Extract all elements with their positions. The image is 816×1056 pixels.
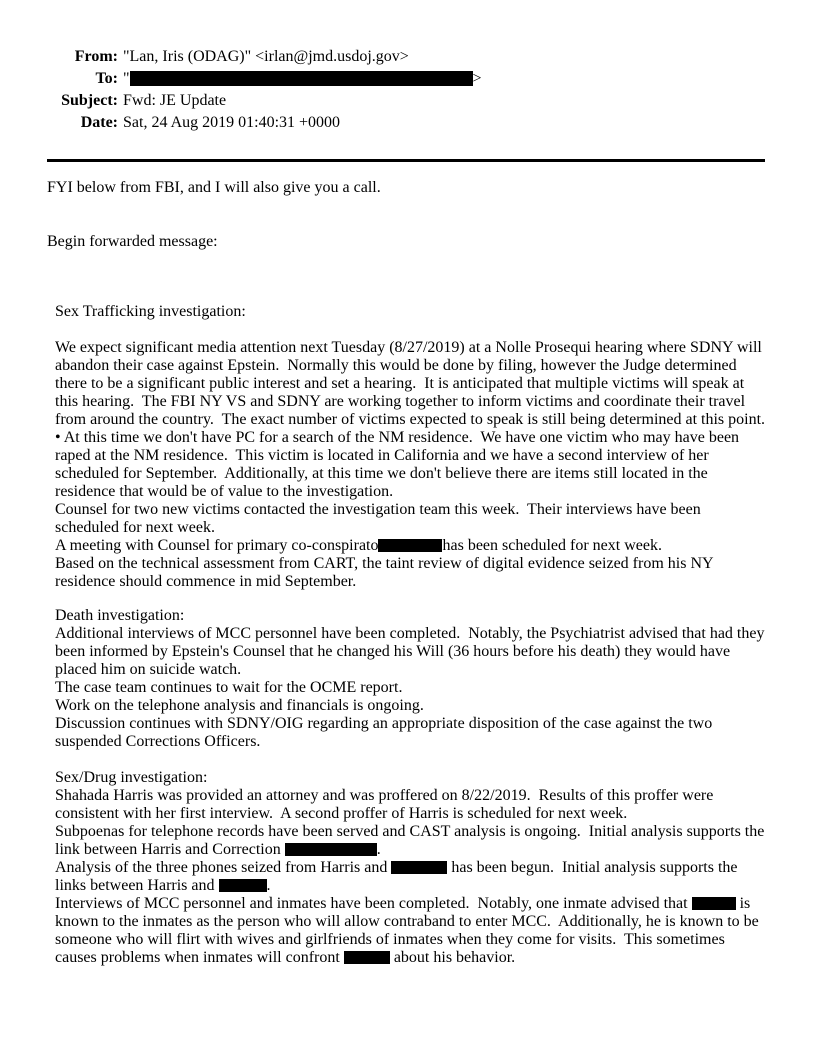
forwarded-content: [55, 303, 768, 967]
email-header: [47, 46, 768, 134]
text-segment: A meeting with Counsel for primary co-conspirato: [55, 537, 379, 554]
redaction-bar: [130, 71, 473, 86]
redaction-bar: [344, 951, 390, 964]
header-row-subject: [47, 90, 768, 112]
header-row-from: [47, 46, 768, 68]
paragraph-phones-analysis: [55, 859, 768, 895]
paragraph-harris-proffer: Shahada Harris was provided an attorney and was proffered on 8/22/2019. Results of this proffer were consistent with her first interview. A second proffer of Harris is scheduled for next week.: [55, 787, 718, 822]
text-segment: about his behavior.: [389, 949, 516, 966]
header-row-to: [47, 68, 768, 90]
paragraph-subpoenas-cast: [55, 823, 768, 859]
paragraph-sdny-oig-discussion: Discussion continues with SDNY/OIG regarding an appropriate disposition of the case against the two suspended Corrections Officers.: [55, 715, 717, 750]
paragraph-inmate-interviews: [55, 895, 768, 967]
subject-label: Subject:: [61, 92, 118, 109]
from-value: "Lan, Iris (ODAG)" <irlan@jmd.usdoj.gov>: [123, 48, 409, 65]
text-segment: Interviews of MCC personnel and inmates have been completed. Notably, one inmate advised that: [55, 895, 692, 912]
forwarded-message-notice: Begin forwarded message:: [47, 233, 218, 250]
header-row-date: [47, 112, 768, 134]
header-divider: [47, 159, 765, 162]
date-value: Sat, 24 Aug 2019 01:40:31 +0000: [123, 114, 341, 131]
subject-value: Fwd: JE Update: [123, 92, 227, 109]
section-heading-sex-drug: Sex/Drug investigation:: [55, 769, 208, 786]
email-body: [47, 179, 768, 967]
text-segment: is known to the inmates as the person who will allow contraband to enter MCC. Additionally, he is known to be someone who will flirt with wives and girlfriends of inmates when they come for visits. This sometimes causes problems when inmates will confront: [55, 895, 763, 966]
redaction-bar: [391, 861, 447, 874]
redaction-bar: [219, 879, 267, 892]
text-segment: Analysis of the three phones seized from Harris and: [55, 859, 392, 876]
redaction-bar: [378, 539, 442, 552]
to-close-bracket: >: [472, 70, 482, 87]
to-open-quote: ": [123, 70, 130, 87]
paragraph-media-attention: We expect significant media attention next Tuesday (8/27/2019) at a Nolle Prosequi hearing where SDNY will abandon their case against Epstein. Normally this would be done by filing, however the Judge determined there to be a significant public interest and set a hearing. It is anticipated that multiple victims will speak at this hearing. The FBI NY VS and SDNY are working together to inform victims and coordinate their travel from around the country. The exact number of victims expected to speak is still being determined at this point.: [55, 339, 766, 428]
redaction-bar: [692, 897, 736, 910]
intro-line: FYI below from FBI, and I will also give you a call.: [47, 179, 381, 196]
text-segment: .: [376, 841, 381, 858]
date-label: Date:: [80, 114, 118, 131]
paragraph-mcc-personnel-interviews: Additional interviews of MCC personnel have been completed. Notably, the Psychiatrist advised that had they been informed by Epstein's Counsel that he changed his Will (36 hours before his death) they would have placed him on suicide watch.: [55, 625, 769, 678]
paragraph-co-conspirator-meeting: [55, 537, 768, 555]
text-segment: has been begun. Initial analysis supports the links between Harris and: [55, 859, 742, 894]
text-segment: Subpoenas for telephone records have been served and CAST analysis is ongoing. Initial analysis supports the link between Harris and Correction: [55, 823, 769, 858]
paragraph-new-victims-counsel: Counsel for two new victims contacted the investigation team this week. Their interviews have been scheduled for next week.: [55, 501, 705, 536]
text-segment: .: [266, 877, 271, 894]
section-heading-sex-trafficking: Sex Trafficking investigation:: [55, 303, 246, 320]
paragraph-telephone-financials: Work on the telephone analysis and financials is ongoing.: [55, 697, 424, 714]
redaction-bar: [285, 843, 377, 856]
to-value: [123, 68, 482, 90]
text-segment: has been scheduled for next week.: [442, 537, 662, 554]
from-label: From:: [74, 48, 118, 65]
section-heading-death: Death investigation:: [55, 607, 185, 624]
to-label: To:: [95, 70, 118, 87]
paragraph-cart-taint-review: Based on the technical assessment from CART, the taint review of digital evidence seized from his NY residence should commence in mid September.: [55, 555, 717, 590]
paragraph-ocme-report: The case team continues to wait for the OCME report.: [55, 679, 403, 696]
paragraph-nm-residence-bullet: • At this time we don't have PC for a search of the NM residence. We have one victim who may have been raped at the NM residence. This victim is located in California and we have a second interview of her scheduled for September. Additionally, at this time we don't believe there are items still located in the residence that would be of value to the investigation.: [55, 429, 744, 500]
